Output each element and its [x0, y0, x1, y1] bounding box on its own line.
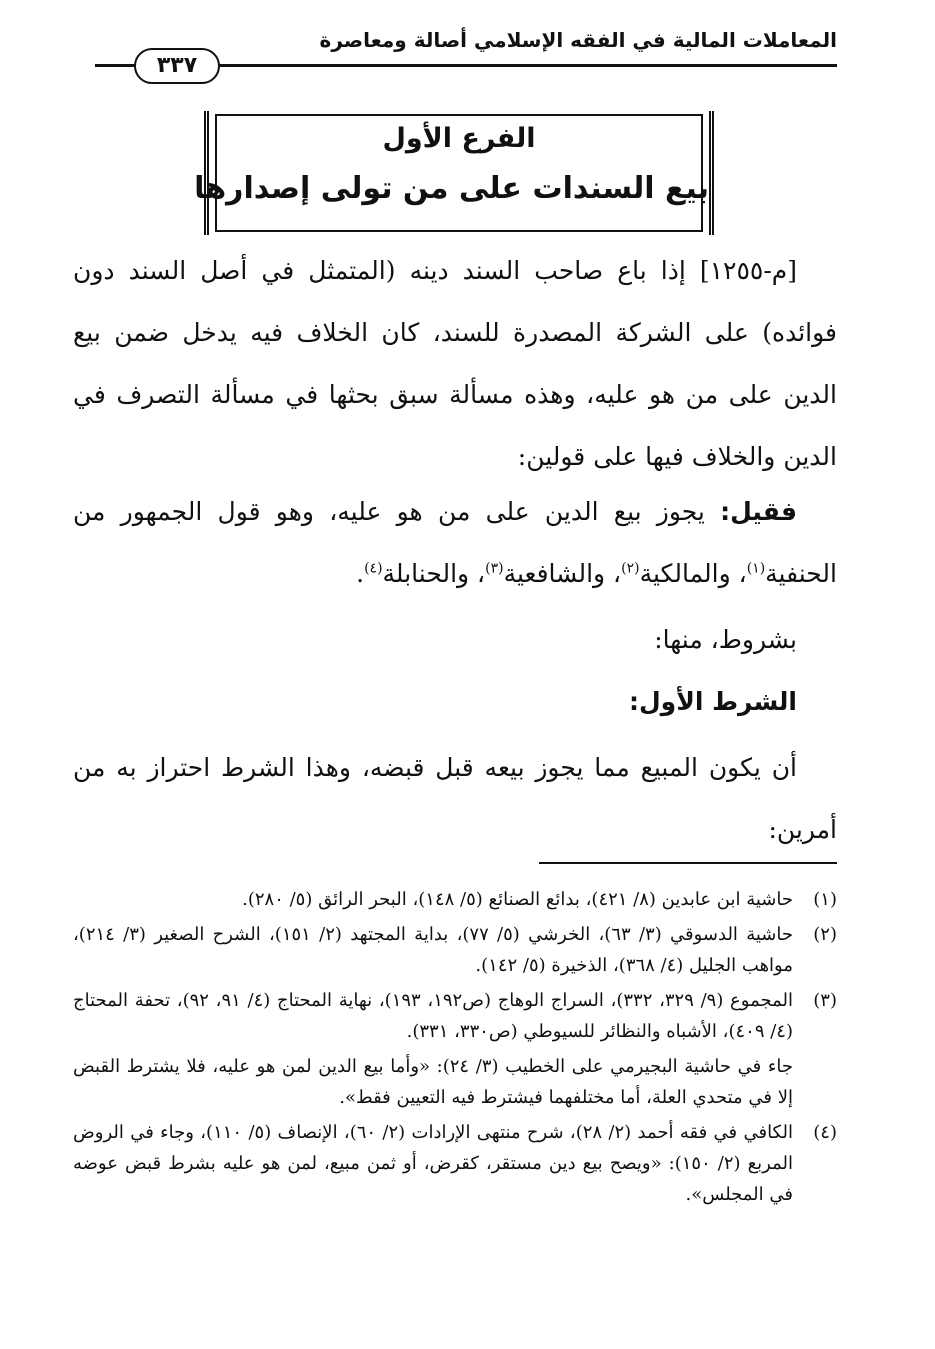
footnote-text: حاشية الدسوقي (٣/ ٦٣)، الخرشي (٥/ ٧٧)، بداية المجتهد (٢/ ١٥١)، الشرح الصغير (٣/ ٢١٤)، مواهب الجليل (٤/ ٣٦٨)، الذخيرة (٥/ ١٤٢).	[73, 924, 793, 976]
paragraph-conditions: بشروط، منها:	[654, 625, 797, 654]
first-condition-label: الشرط الأول:	[628, 687, 797, 716]
chapter-heading: الفرع الأول	[382, 123, 536, 154]
footnote-3	[73, 985, 837, 1047]
footnote-2	[73, 919, 837, 981]
footnotes	[73, 884, 837, 1214]
footnote-number: (٢)	[813, 924, 837, 945]
footnote-ref-3: (٣)	[485, 560, 504, 577]
opinion-text-a: يجوز بيع الدين على من هو عليه، وهو قول الجمهور من الحنفية	[73, 497, 837, 588]
footnote-3-quote: جاء في حاشية البجيرمي على الخطيب (٣/ ٢٤): «وأما بيع الدين لمن هو عليه، فلا يشترط القبض إلا في متحدي العلة، أما مختلفهما فيشترط فيه التعيين فقط».	[73, 1056, 793, 1108]
footnote-text: حاشية ابن عابدين (٨/ ٤٢١)، بدائع الصنائع (٥/ ١٤٨)، البحر الرائق (٥/ ٢٨٠).	[242, 889, 793, 910]
footnote-ref-2: (٢)	[621, 560, 640, 577]
opinion-lead: فقيل:	[720, 497, 797, 526]
opinion-text-d: ، والحنابلة	[382, 559, 486, 588]
footnote-ref-4: (٤)	[364, 560, 383, 577]
footnote-1	[73, 884, 837, 915]
footnote-number: (١)	[813, 889, 837, 910]
opinion-text-c: ، والشافعية	[503, 559, 622, 588]
paragraph-first-opinion	[73, 481, 837, 605]
opinion-text-b: ، والمالكية	[639, 559, 747, 588]
first-condition-heading	[73, 671, 837, 733]
footnote-4	[73, 1117, 837, 1210]
footnote-text: المجموع (٩/ ٣٢٩، ٣٣٢)، السراج الوهاج (ص١٩٢، ١٩٣)، نهاية المحتاج (٤/ ٩١، ٩٢)، تحفة المحتاج (٤/ ٤٠٩)، الأشباه والنظائر للسيوطي (ص٣٣٠، ٣٣١).	[73, 990, 794, 1042]
page-number: ٣٣٧	[134, 48, 220, 84]
running-title: المعاملات المالية في الفقه الإسلامي أصالة ومعاصرة	[319, 28, 837, 52]
chapter-title-box	[194, 111, 714, 235]
opinion-text-e: .	[356, 559, 365, 588]
footnote-separator	[539, 862, 837, 864]
footnote-text: الكافي في فقه أحمد (٢/ ٢٨)، شرح منتهى الإرادات (٢/ ٦٠)، الإنصاف (٥/ ١١٠)، وجاء في الروض المربع (٢/ ١٥٠): «ويصح بيع دين مستقر، كقرض، أو ثمن مبيع، لمن هو عليه بشرط قبض عوضه في المجلس».	[73, 1122, 793, 1205]
footnote-number: (٣)	[813, 990, 837, 1011]
chapter-subheading: بيع السندات على من تولى إصدارها	[194, 171, 709, 206]
footnote-ref-1: (١)	[746, 560, 766, 577]
paragraph-intro: [م-١٢٥٥] إذا باع صاحب السند دينه (المتمثل في أصل السند دون فوائده) على الشركة المصدرة للسند، كان الخلاف فيه يدخل ضمن بيع الدين على من هو عليه، وهذه مسألة سبق بحثها في مسألة التصرف في الدين والخلاف فيها على قولين:	[73, 256, 837, 471]
paragraph-first-condition: أن يكون المبيع مما يجوز بيعه قبل قبضه، وهذا الشرط احتراز به من أمرين:	[73, 753, 837, 844]
footnote-number: (٤)	[813, 1122, 837, 1143]
